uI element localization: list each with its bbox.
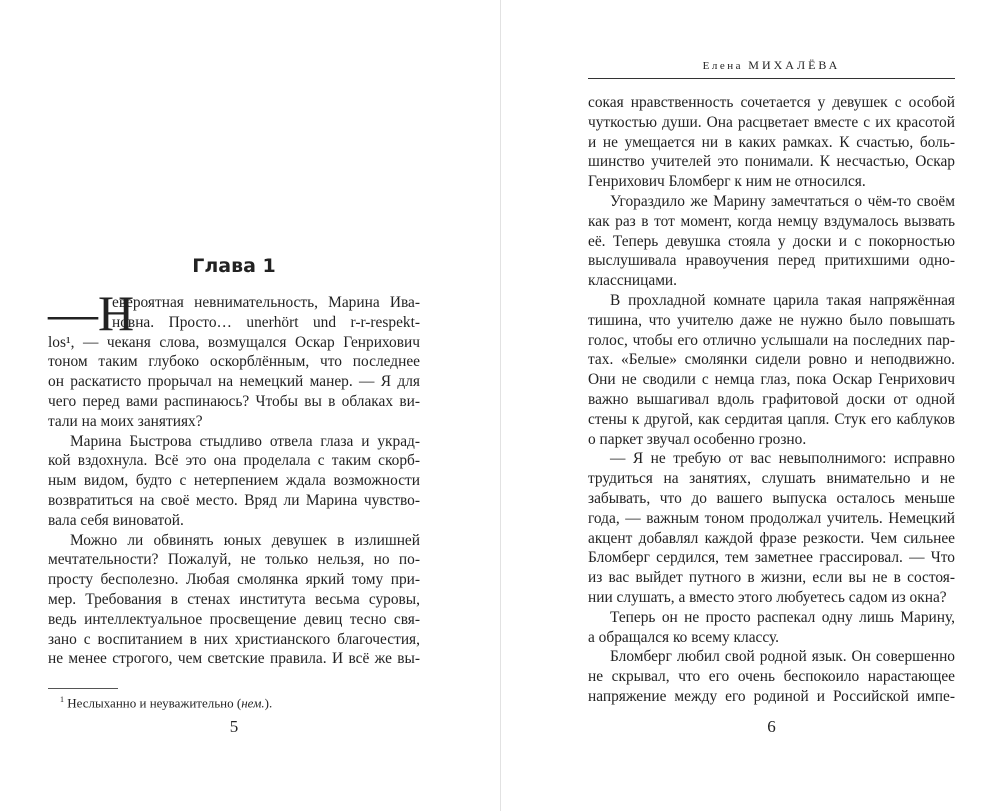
left-page [48,0,420,811]
text-line: а обращался ко всему классу. [588,628,779,646]
running-head-last: МИХАЛЁВА [748,58,841,72]
book-gutter [500,0,501,811]
text-line: тах. «Белые» смолянки сидели ровно и неподвижно. [588,351,955,369]
text-line: ным видом, будто с нетерпением ждала возможности [48,472,420,490]
footnote-mark: 1 [60,695,64,704]
text-line: выслушивала нравоучения перед притихшими одно- [588,252,955,270]
text-line: тоном таким глубоко оскорблённым, что последнее [48,353,420,371]
text-line: чего перед вами распинаюсь? Чтобы вы в облаках ви- [48,393,420,410]
text-line: зано с воспитанием в них христианского благочестия, [48,630,420,648]
page-number: 5 [229,717,239,736]
text-line: los¹, — чеканя слова, возмущался Оскар Генрихович [48,333,420,351]
text-line: просту бесполезно. Любая смолянка яркий тому при- [48,571,420,589]
text-line: В прохладной комнате царила такая напряжённая [610,292,955,309]
text-line: не менее строгого, чем светские правила. И всё же вы- [48,650,420,668]
text-line: напряжение между его родиной и Российской импе- [588,688,955,705]
text-line: её. Теперь девушка стояла у доски и с покорностью [588,232,955,250]
text-line: Можно ли обвинять юных девушек в излишней [70,531,420,549]
text-line: шинство учителей это понимали. К несчастью, Оскар [588,153,955,171]
text-line: о паркет звучал особенно грозно. [588,430,807,448]
text-line: и не умещается ни в каких рамках. К счастью, боль- [588,133,955,151]
footnote [60,692,272,711]
running-head [588,58,955,73]
text-line: новна. Просто… unerhört und r-r-respekt- [112,313,420,331]
footnote-end: ). [264,695,273,711]
text-line: Теперь он не просто распекал одну лишь Марину, [610,608,955,626]
text-line: как раз в тот момент, когда немцу вздумалось вызвать [588,212,955,230]
text-line: тали на моих занятиях? [48,412,203,430]
text-line: забывать, что до вашего выпуска осталось меньше [588,490,955,507]
text-line: классницами. [588,272,678,290]
text-line: он раскатисто прорычал на немецкий манер. — Я для [48,373,420,391]
text-line: ведь интеллектуальное просвещение девиц тесно свя- [48,610,420,628]
footnote-text: Неслыханно и неуважительно ( [67,695,242,711]
page-number: 6 [767,717,776,736]
text-line: мер. Требования в стенах института весьма суровы, [48,591,420,608]
text-line: Марина Быстрова стыдливо отвела глаза и украд- [70,432,420,450]
footnote-italic: нем. [241,695,265,711]
right-page [588,0,955,811]
header-rule [588,78,955,79]
text-line: евероятная невнимательность, Марина Ива- [112,294,420,311]
text-line: мечтательности? Пожалуй, не только нельзя, но по- [48,551,420,569]
text-line: не скрывал, что его очень беспокоило нарастающее [588,668,955,686]
footnote-rule [48,688,118,689]
text-line: вала себя виноватой. [48,511,184,529]
text-line: нии слушать, а вместо этого любуетесь садом из окна? [588,589,947,606]
text-line: акцент добавлял каждой фразе резкости. Чем сильнее [588,529,955,547]
text-line: голос, чтобы его отлично услышали на последних пар- [588,331,955,349]
text-line: Бломберг любил свой родной язык. Он совершенно [610,648,955,666]
text-line: возвратиться на своё место. Вряд ли Марина чувство- [48,492,420,509]
text-line: тишина, что учителю даже не нужно было повышать [588,311,955,329]
text-line: стены к другой, как сердитая цапля. Стук его каблуков [588,410,955,428]
text-line: Угораздило же Марину замечтаться о чём-то своём [610,193,955,210]
text-line: сокая нравственность сочетается у девушек с особой [588,94,955,111]
text-line: Бломберг сердился, тем заметнее грассировал. — Что [588,549,955,567]
text-line: трудиться на занятиях, слушать внимательно и не [588,470,955,488]
text-line: кой вздохнула. Всё это она проделала с таким скорб- [48,452,420,470]
running-head-first: Елена [702,60,744,72]
text-line: Генрихович Бломберг к ним не относился. [588,173,866,191]
text-line: важно вышагивал вдоль графитовой доски от одной [588,391,955,408]
text-line: Они не сводили с немца глаз, пока Оскар Генрихович [588,371,955,389]
text-line: года, — важным тоном продолжал учитель. Немецкий [588,509,955,527]
chapter-title: Глава 1 [192,255,276,277]
text-line: — Я не требую от вас невыполнимого: исправно [610,450,955,468]
drop-cap: —Н [48,285,135,341]
text-line: из вас выйдет путного в жизни, если вы не в состоя- [588,569,955,587]
text-line: чуткостью души. Она расцветает вместе с их красотой [588,113,955,131]
